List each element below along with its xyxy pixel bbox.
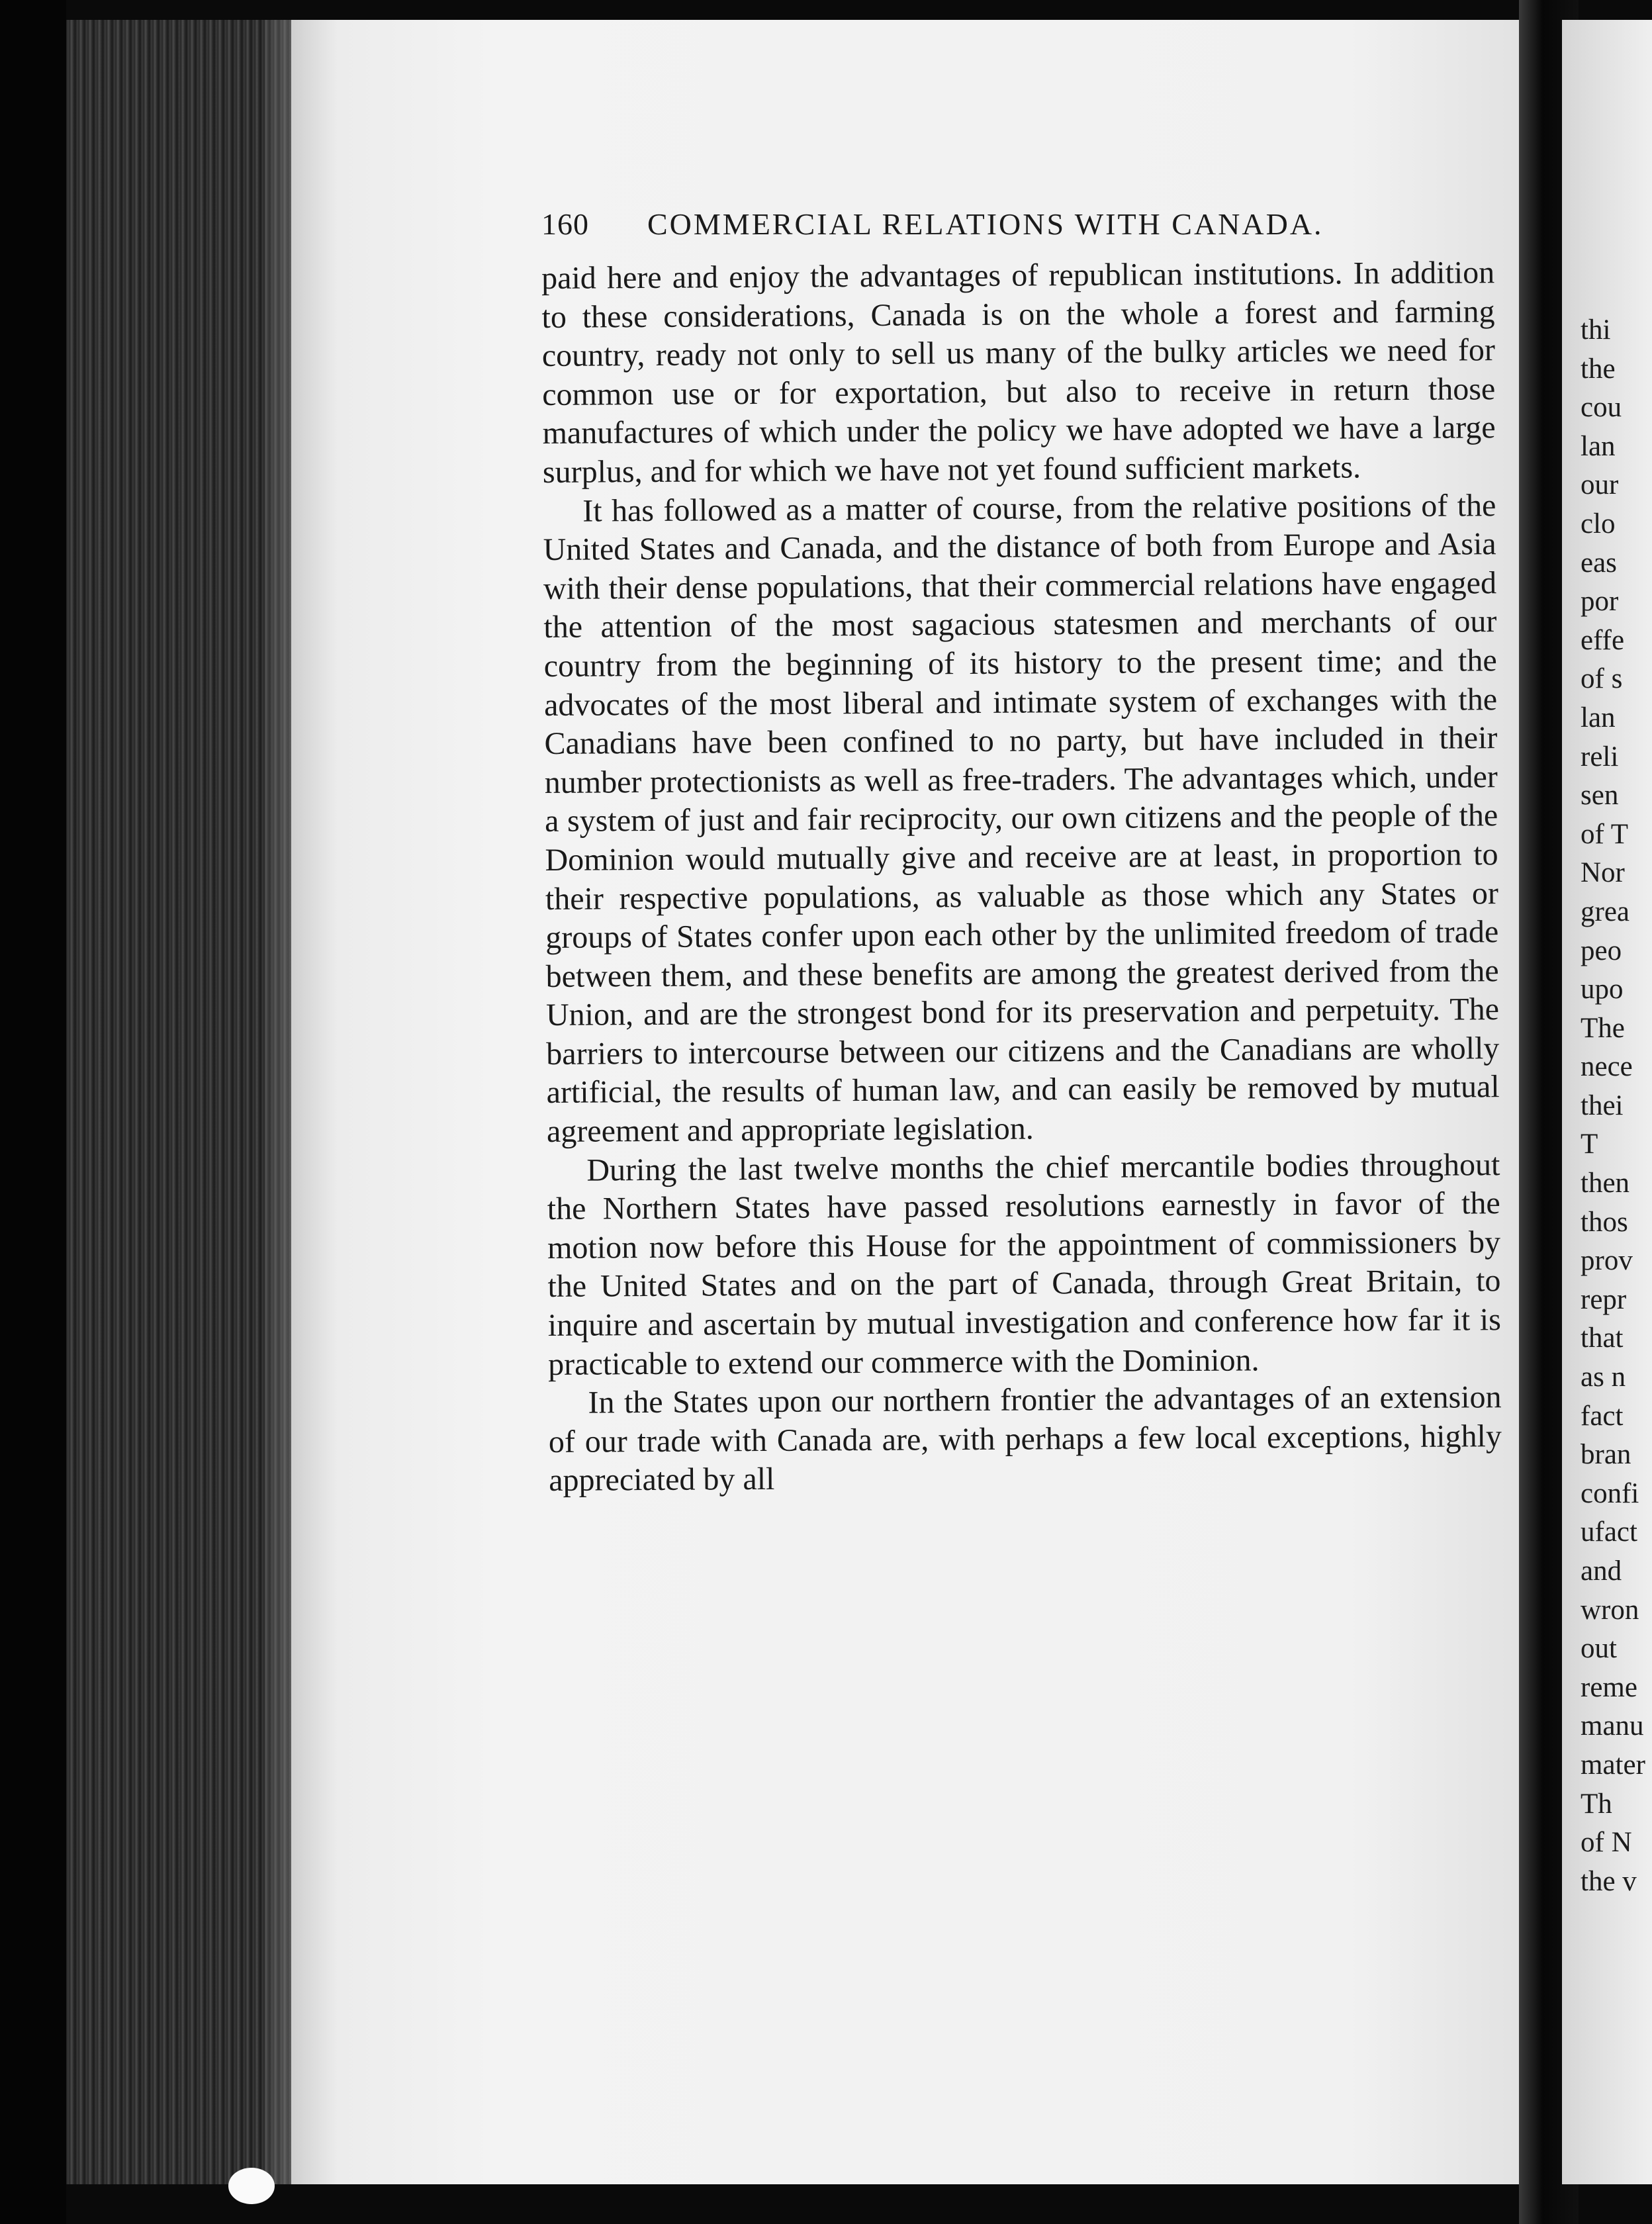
- facing-page-line: fact: [1581, 1400, 1624, 1432]
- facing-page-line: as n: [1581, 1362, 1626, 1393]
- body-text: [541, 254, 1502, 1501]
- facing-page-line: lan: [1581, 702, 1616, 733]
- facing-page-line: reme: [1581, 1671, 1637, 1703]
- scan-blemish: [228, 2168, 275, 2204]
- facing-page-line: effe: [1581, 624, 1625, 656]
- facing-page-line: grea: [1581, 896, 1629, 927]
- facing-page-line: manu: [1581, 1710, 1644, 1742]
- page-number: 160: [541, 207, 589, 241]
- facing-page-line: eas: [1581, 547, 1617, 579]
- facing-page-line: wron: [1581, 1594, 1639, 1626]
- left-margin-shadow: [0, 0, 66, 2224]
- facing-page-line: peo: [1581, 935, 1622, 966]
- facing-page-line: ufact: [1581, 1516, 1637, 1548]
- facing-page-line: out: [1581, 1633, 1617, 1665]
- facing-page-line: reli: [1581, 741, 1619, 772]
- facing-page-line: thei: [1581, 1089, 1624, 1121]
- facing-page-line: lan: [1581, 430, 1616, 462]
- page-content: [541, 207, 1502, 1501]
- facing-page-line: mater: [1581, 1749, 1645, 1781]
- running-title: COMMERCIAL RELATIONS WITH CANADA.: [647, 207, 1324, 241]
- facing-page-line: thos: [1581, 1206, 1628, 1238]
- facing-page-line: T: [1581, 1129, 1598, 1160]
- facing-page-line: the v: [1581, 1865, 1637, 1897]
- facing-page-line: Nor: [1581, 857, 1625, 889]
- facing-page: [1562, 20, 1652, 2184]
- paragraph-4: In the States upon our northern frontier the advantages of an extension of our trade with Canada are, with perhaps a few local exceptions, highly appreciated by all: [548, 1379, 1502, 1499]
- page-header: [541, 207, 1494, 259]
- facing-page-line: of T: [1581, 818, 1629, 850]
- facing-page-line: sen: [1581, 780, 1619, 811]
- facing-page-text: [1581, 311, 1645, 1901]
- facing-page-line: por: [1581, 586, 1619, 618]
- paragraph-1: paid here and enjoy the advantages of republican institutions. In addition to these considerations, Canada is on the whole a forest and farming country, ready not only to sell us many of the bulky articles we need for common use or for exportation, but also to receive in return those manufactures of which under the policy we have adopted we have a large surplus, and for which we have not yet found sufficient markets.: [541, 255, 1496, 490]
- facing-page-line: clo: [1581, 508, 1616, 539]
- facing-page-line: Th: [1581, 1788, 1612, 1820]
- facing-page-line: then: [1581, 1168, 1630, 1199]
- facing-page-line: nece: [1581, 1051, 1633, 1083]
- facing-page-line: upo: [1581, 974, 1624, 1005]
- facing-page-line: bran: [1581, 1439, 1631, 1471]
- facing-page-line: that: [1581, 1322, 1624, 1354]
- paragraph-2: It has followed as a matter of course, from the relative positions of the United States and Canada, and the distance of both from Europe and Asia with their dense populations, that their commercial relations have engaged the attention of the most sagacious statesmen and merchants of our country from the beginning of its history to the present time; and the advocates of the most liberal and intimate system of exchanges with the Canadians have been confined to no party, but have included in their number protectionists as well as free-traders. The advantages which, under a system of just and fair reciprocity, our own citizens and the people of the Dominion would mutually give and receive are at least, in proportion to their respective populations, as valuable as those which any States or groups of States confer upon each other by the unlimited freedom of trade between them, and these benefits are among the greatest derived from the Union, and are the strongest bond for its preservation and perpetuity. The barriers to intercourse between our citizens and the Canadians are wholly artificial, the results of human law, and can easily be removed by mutual agreement and appropriate legislation.: [543, 487, 1500, 1150]
- facing-page-line: our: [1581, 469, 1619, 501]
- facing-page-line: cou: [1581, 392, 1622, 424]
- facing-page-line: of s: [1581, 663, 1623, 695]
- facing-page-line: confi: [1581, 1477, 1639, 1509]
- facing-page-line: and: [1581, 1555, 1622, 1587]
- facing-page-line: the: [1581, 353, 1616, 385]
- facing-page-line: thi: [1581, 314, 1611, 346]
- facing-page-line: repr: [1581, 1283, 1627, 1315]
- facing-page-line: of N: [1581, 1827, 1632, 1859]
- facing-page-line: prov: [1581, 1245, 1633, 1277]
- facing-page-line: The: [1581, 1012, 1625, 1044]
- paragraph-3: During the last twelve months the chief mercantile bodies throughout the Northern States have passed resolutions earnestly in favor of the motion now before this House for the appointment of commissioners by the United States and on the part of Canada, through Great Britain, to inquire and ascertain by mutual investigation and conference how far it is practicable to extend our commerce with the Dominion.: [547, 1146, 1501, 1382]
